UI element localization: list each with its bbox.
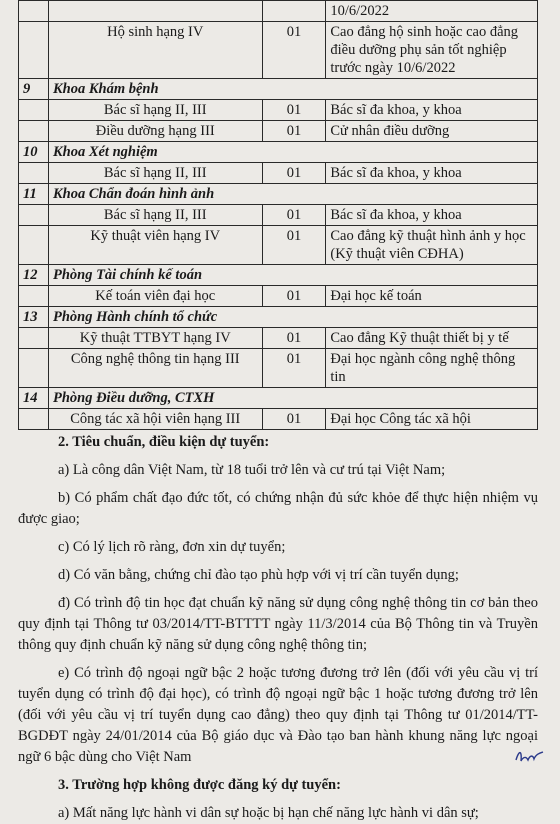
position-quantity: 01 (262, 226, 326, 265)
department-name: Khoa Chẩn đoán hình ảnh (48, 184, 537, 205)
eligibility-item-dd: đ) Có trình độ tin học đạt chuẩn kỹ năng sử dụng công nghệ thông tin cơ bản theo quy định tại Thông tư 03/2014/TT-BTTTT ngày 11/3/2014 của Bộ Thông tin và Truyền thông quy định chuẩn kỹ năng sử dụng công nghệ thông tin; (18, 595, 538, 653)
position-name: Kỹ thuật TTBYT hạng IV (48, 328, 262, 349)
position-quantity: 01 (262, 163, 326, 184)
position-requirement: Đại học Công tác xã hội (326, 409, 538, 430)
position-row (19, 22, 538, 79)
row-number-cell (19, 205, 49, 226)
department-row (19, 388, 538, 409)
section-ineligible-heading: 3. Trường hợp không được đăng ký dự tuyển: (58, 777, 341, 793)
department-name: Khoa Xét nghiệm (48, 142, 537, 163)
position-row (19, 328, 538, 349)
position-name: Điều dưỡng hạng III (48, 121, 262, 142)
position-requirement: 10/6/2022 (326, 1, 538, 22)
row-number-cell (19, 349, 49, 388)
position-quantity: 01 (262, 121, 326, 142)
row-number-cell (19, 328, 49, 349)
position-requirement: Đại học kế toán (326, 286, 538, 307)
section-eligibility-heading: 2. Tiêu chuẩn, điều kiện dự tuyển: (58, 434, 270, 450)
position-quantity: 01 (262, 409, 326, 430)
position-quantity: 01 (262, 286, 326, 307)
row-number-cell (19, 1, 49, 22)
department-number: 13 (19, 307, 49, 328)
section-eligibility (18, 432, 538, 824)
department-name: Phòng Điều dưỡng, CTXH (48, 388, 537, 409)
recruitment-table-body (19, 1, 538, 430)
position-quantity: 01 (262, 205, 326, 226)
initials-signature (514, 746, 546, 766)
position-name: Hộ sinh hạng IV (48, 22, 262, 79)
position-row (19, 226, 538, 265)
row-number-cell (19, 163, 49, 184)
position-name: Bác sĩ hạng II, III (48, 205, 262, 226)
department-name: Phòng Tài chính kế toán (48, 265, 537, 286)
position-requirement: Cao đẳng kỹ thuật hình ảnh y học (Kỹ thuật viên CĐHA) (326, 226, 538, 265)
position-quantity: 01 (262, 328, 326, 349)
row-number-cell (19, 286, 49, 307)
department-row (19, 79, 538, 100)
position-name: Kỹ thuật viên hạng IV (48, 226, 262, 265)
position-row (19, 286, 538, 307)
department-row (19, 184, 538, 205)
position-name: Bác sĩ hạng II, III (48, 163, 262, 184)
position-row (19, 409, 538, 430)
department-number: 9 (19, 79, 49, 100)
position-requirement: Cao đẳng hộ sinh hoặc cao đẳng điều dưỡng phụ sản tốt nghiệp trước ngày 10/6/2022 (326, 22, 538, 79)
position-requirement: Bác sĩ đa khoa, y khoa (326, 205, 538, 226)
ineligible-item-a: a) Mất năng lực hành vi dân sự hoặc bị hạn chế năng lực hành vi dân sự; (58, 805, 479, 821)
eligibility-item-c: c) Có lý lịch rõ ràng, đơn xin dự tuyển; (58, 539, 286, 555)
position-quantity: 01 (262, 349, 326, 388)
position-row (19, 163, 538, 184)
recruitment-table (18, 0, 538, 430)
row-number-cell (19, 226, 49, 265)
position-row (19, 205, 538, 226)
row-number-cell (19, 22, 49, 79)
position-row (19, 121, 538, 142)
department-row (19, 307, 538, 328)
position-row (19, 349, 538, 388)
eligibility-item-e: e) Có trình độ ngoại ngữ bậc 2 hoặc tương đương trở lên (đối với yêu cầu vị trí tuyển dụng có trình độ đại học), có trình độ ngoại ngữ bậc 1 hoặc tương đương trở lên (đối với yêu cầu vị trí tuyển dụng cao đẳng) theo quy định tại Thông tư 01/2014/TT-BGDĐT ngày 24/01/2014 của Bộ giáo dục và Đào tạo ban hành khung năng lực ngoại ngữ 6 bậc dùng cho Việt Nam (18, 665, 538, 765)
position-requirement: Cao đẳng Kỹ thuật thiết bị y tế (326, 328, 538, 349)
eligibility-item-d: d) Có văn bằng, chứng chỉ đào tạo phù hợp với vị trí cần tuyển dụng; (58, 567, 459, 583)
eligibility-item-a: a) Là công dân Việt Nam, từ 18 tuổi trở lên và cư trú tại Việt Nam; (58, 462, 446, 478)
row-number-cell (19, 409, 49, 430)
department-name: Khoa Khám bệnh (48, 79, 537, 100)
position-name: Công nghệ thông tin hạng III (48, 349, 262, 388)
department-number: 11 (19, 184, 49, 205)
position-name: Công tác xã hội viên hạng III (48, 409, 262, 430)
position-quantity (262, 1, 326, 22)
department-row (19, 142, 538, 163)
position-name: Kế toán viên đại học (48, 286, 262, 307)
position-requirement: Cử nhân điều dưỡng (326, 121, 538, 142)
department-number: 12 (19, 265, 49, 286)
department-name: Phòng Hành chính tổ chức (48, 307, 537, 328)
eligibility-item-b: b) Có phẩm chất đạo đức tốt, có chứng nhận đủ sức khỏe để thực hiện nhiệm vụ được giao; (18, 490, 538, 527)
row-number-cell (19, 121, 49, 142)
department-row (19, 265, 538, 286)
position-name: Bác sĩ hạng II, III (48, 100, 262, 121)
position-name (48, 1, 262, 22)
department-number: 14 (19, 388, 49, 409)
position-requirement: Bác sĩ đa khoa, y khoa (326, 100, 538, 121)
position-requirement: Bác sĩ đa khoa, y khoa (326, 163, 538, 184)
position-row (19, 1, 538, 22)
position-row (19, 100, 538, 121)
department-number: 10 (19, 142, 49, 163)
position-quantity: 01 (262, 22, 326, 79)
position-quantity: 01 (262, 100, 326, 121)
position-requirement: Đại học ngành công nghệ thông tin (326, 349, 538, 388)
row-number-cell (19, 100, 49, 121)
